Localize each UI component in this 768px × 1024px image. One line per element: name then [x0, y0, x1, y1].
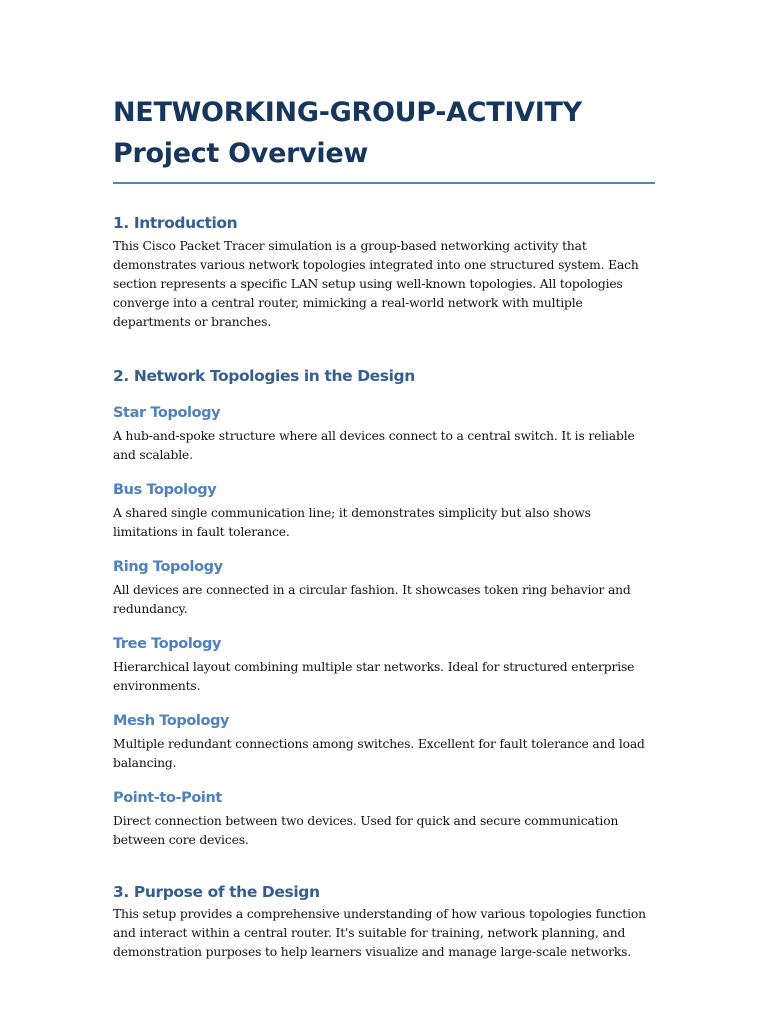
- introduction-heading: 1. Introduction: [113, 214, 238, 232]
- topology-heading: Tree Topology: [113, 636, 221, 652]
- purpose-paragraph: This setup provides a comprehensive understanding of how various topologies function and interact within a central router. It's suitable for training, network planning, and demonstration purposes to help learners visualize and manage large-scale networks.: [113, 907, 646, 959]
- topology-heading: Star Topology: [113, 405, 221, 421]
- topology-heading: Mesh Topology: [113, 713, 230, 729]
- document-page: [113, 92, 655, 962]
- topology-description: All devices are connected in a circular fashion. It showcases token ring behavior and redundancy.: [113, 583, 631, 616]
- topology-description: Hierarchical layout combining multiple star networks. Ideal for structured enterprise environments.: [113, 660, 635, 693]
- topologies-heading: 2. Network Topologies in the Design: [113, 367, 415, 385]
- topology-description: A shared single communication line; it demonstrates simplicity but also shows limitations in fault tolerance.: [113, 506, 591, 539]
- introduction-paragraph: This Cisco Packet Tracer simulation is a group-based networking activity that demonstrates various network topologies integrated into one structured system. Each section represents a specific LAN setup using well-known topologies. All topologies converge into a central router, mimicking a real-world network with multiple departments or branches.: [113, 239, 639, 329]
- topology-tree: [113, 634, 655, 696]
- topology-star: [113, 403, 655, 465]
- topology-point-to-point: [113, 788, 655, 850]
- topology-heading: Ring Topology: [113, 559, 223, 575]
- topology-heading: Point-to-Point: [113, 790, 222, 806]
- purpose-section: [113, 881, 655, 962]
- topologies-section: [113, 365, 655, 850]
- document-title: NETWORKING-GROUP-ACTIVITY Project Overview: [113, 92, 655, 184]
- topology-ring: [113, 557, 655, 619]
- topology-description: Direct connection between two devices. Used for quick and secure communication between core devices.: [113, 814, 619, 847]
- topology-description: A hub-and-spoke structure where all devices connect to a central switch. It is reliable and scalable.: [113, 429, 635, 462]
- topology-mesh: [113, 711, 655, 773]
- topology-bus: [113, 480, 655, 542]
- topology-heading: Bus Topology: [113, 482, 217, 498]
- topology-description: Multiple redundant connections among switches. Excellent for fault tolerance and load balancing.: [113, 737, 645, 770]
- purpose-heading: 3. Purpose of the Design: [113, 883, 320, 901]
- introduction-section: [113, 212, 655, 332]
